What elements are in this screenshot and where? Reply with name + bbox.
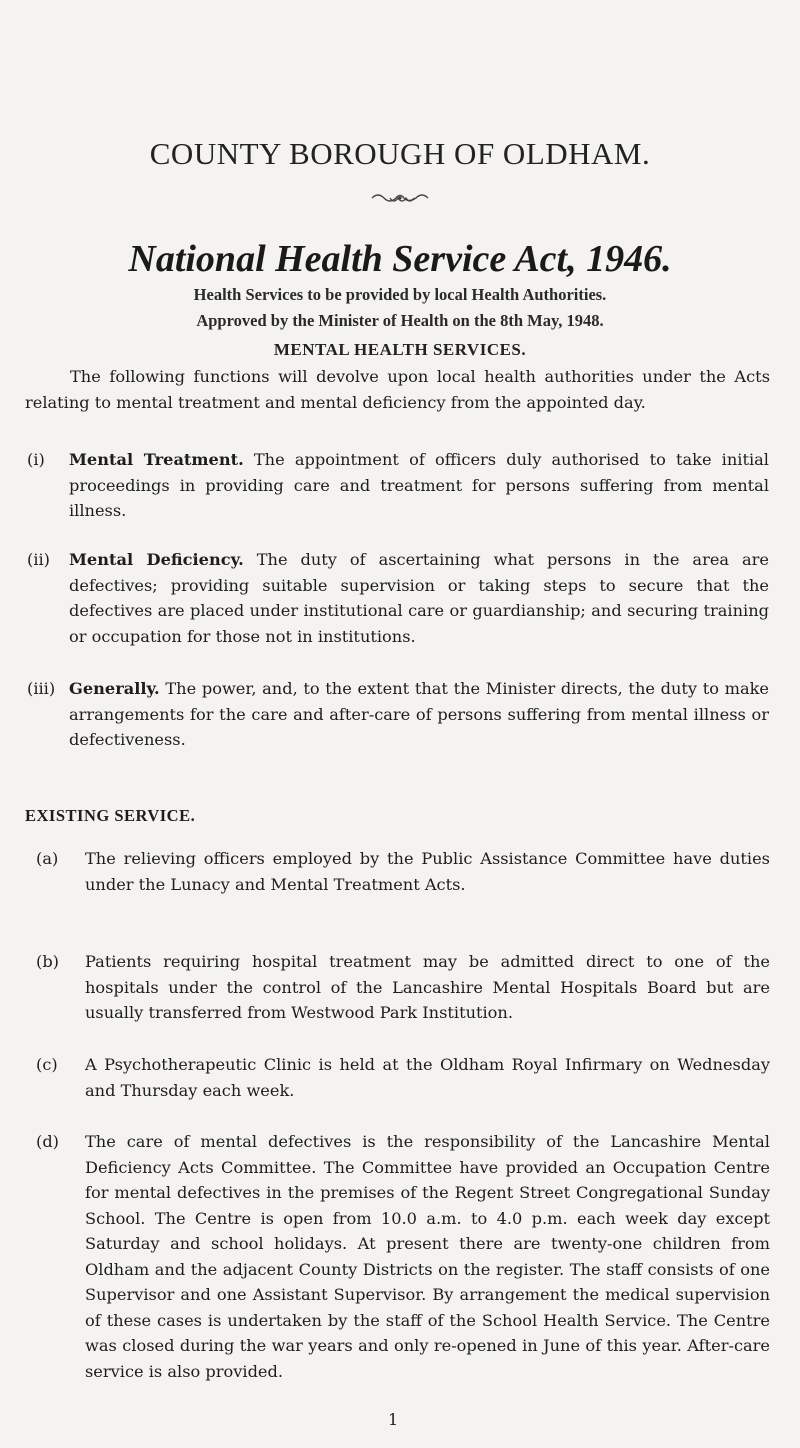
item-text: The power, and, to the extent that the Minister directs, the duty to make arrangements for the care and after-care of persons suffering from mental illness or defectiveness. [69, 679, 769, 749]
existing-item-c [36, 1052, 770, 1103]
item-number: (d) [36, 1132, 59, 1151]
mental-health-heading: MENTAL HEALTH SERVICES. [273, 340, 527, 359]
item-text: The appointment of officers duly authorised to take initial proceedings in providing care and treatment for persons suffering from mental illness. [69, 450, 769, 520]
decorative-ornament-icon [370, 190, 430, 206]
intro-paragraph: The following functions will devolve upon local health authorities under the Acts relating to mental treatment and mental deficiency from the appointed day. [25, 367, 770, 412]
item-number: (c) [36, 1055, 58, 1074]
mental-treatment-item [27, 447, 769, 524]
subtitle-approval: Approved by the Minister of Health on the 8th May, 1948. [196, 311, 604, 330]
item-heading: Mental Treatment. [69, 450, 244, 469]
item-heading: Generally. [69, 679, 160, 698]
act-title: National Health Service Act, 1946. [128, 238, 672, 280]
item-text: The duty of ascertaining what persons in the area are defectives; providing suitable supervision or taking steps to secure that the defectives are placed under institutional care or guardianship; and securing training or occupation for those not in institutions. [69, 550, 769, 646]
item-number: (ii) [27, 550, 50, 569]
item-heading: Mental Deficiency. [69, 550, 244, 569]
subtitle-health-services: Health Services to be provided by local Health Authorities. [193, 285, 607, 304]
document-title: COUNTY BOROUGH OF OLDHAM. [149, 136, 651, 171]
existing-service-heading: EXISTING SERVICE. [25, 806, 196, 825]
page-number: 1 [388, 1410, 399, 1429]
item-text: A Psychotherapeutic Clinic is held at the Oldham Royal Infirmary on Wednesday and Thursday each week. [85, 1055, 770, 1100]
item-text: The care of mental defectives is the responsibility of the Lancashire Mental Deficiency Acts Committee. The Committee have provided an Occupation Centre for mental defectives in the premises of the Regent Street Congregational Sunday School. The Centre is open from 10.0 a.m. to 4.0 p.m. each week day except Saturday and school holidays. At present there are twenty-one children from Oldham and the adjacent County Districts on the register. The staff consists of one Supervisor and one Assistant Supervisor. By arrangement the medical supervision of these cases is undertaken by the staff of the School Health Service. The Centre was closed during the war years and only re-opened in June of this year. After-care service is also provided. [85, 1132, 770, 1381]
item-text: The relieving officers employed by the Public Assistance Committee have duties under the Lunacy and Mental Treatment Acts. [85, 849, 770, 894]
item-number: (a) [36, 849, 59, 868]
item-number: (i) [27, 450, 45, 469]
item-number: (iii) [27, 679, 56, 698]
existing-item-d [36, 1129, 770, 1384]
item-text: Patients requiring hospital treatment may be admitted direct to one of the hospitals under the control of the Lancashire Mental Hospitals Board but are usually transferred from Westwood Park Institution. [85, 952, 770, 1022]
existing-item-a [36, 846, 770, 897]
item-number: (b) [36, 952, 59, 971]
mental-deficiency-item [27, 547, 769, 649]
existing-item-b [36, 949, 770, 1026]
generally-item [27, 676, 769, 753]
